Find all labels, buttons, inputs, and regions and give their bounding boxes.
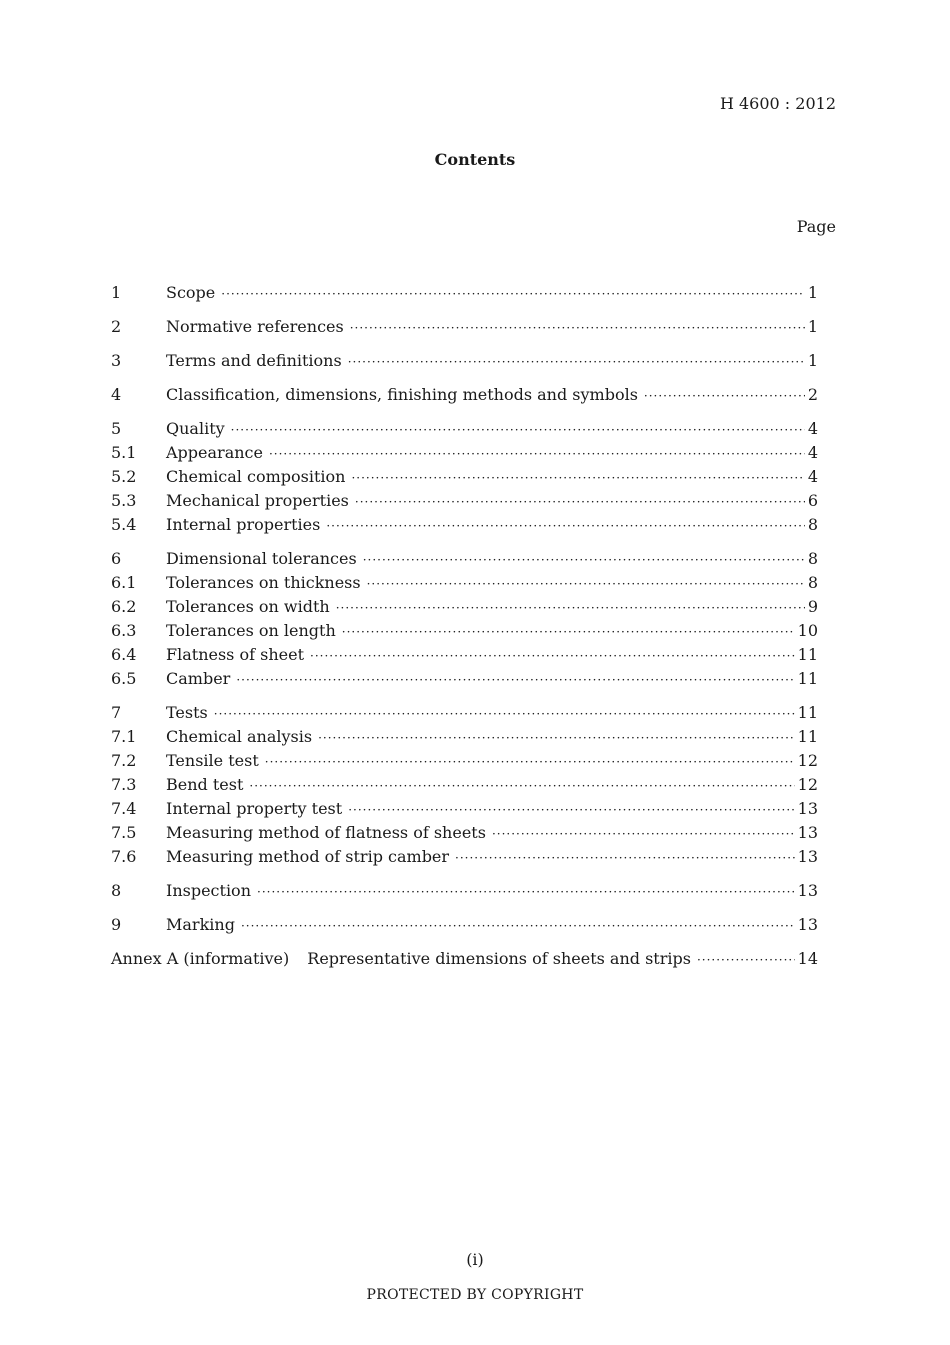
toc-entry-annex[interactable] [111, 947, 818, 971]
toc-entry-number: 9 [111, 915, 122, 934]
annex-label: Annex A (informative) [111, 949, 290, 968]
annex-title: Representative dimensions of sheets and strips [307, 949, 691, 968]
toc-entry-page: 8 [807, 549, 818, 568]
toc-entry[interactable] [111, 441, 818, 465]
dot-leader [351, 466, 804, 490]
toc-entry-number: 5.2 [111, 467, 137, 486]
toc-entry-title: Tolerances on width [166, 597, 330, 616]
dot-leader [249, 774, 794, 798]
toc-entry-page: 2 [807, 385, 818, 404]
toc-entry-title: Terms and definitions [166, 351, 342, 370]
dot-leader [221, 282, 805, 306]
toc-entry-number: 7.1 [111, 727, 137, 746]
toc-entry[interactable] [111, 571, 818, 595]
toc-entry-title: Normative references [166, 317, 344, 336]
toc-entry-title: Inspection [166, 881, 251, 900]
dot-leader [492, 822, 795, 846]
toc-entry-title: Tensile test [166, 751, 259, 770]
toc-entry-page: 11 [797, 645, 818, 664]
toc-entry-number: 2 [111, 317, 122, 336]
dot-leader [310, 644, 795, 668]
toc-entry-number: 7.6 [111, 847, 137, 866]
toc-entry-page: 1 [807, 351, 818, 370]
toc-entry-title: Flatness of sheet [166, 645, 304, 664]
toc-entry-page: 6 [807, 491, 818, 510]
toc-entry-number: 1 [111, 283, 122, 302]
toc-entry-page: 12 [797, 775, 818, 794]
toc-entry[interactable] [111, 513, 818, 537]
toc-entry[interactable] [111, 281, 818, 305]
toc-entry-page: 4 [807, 467, 818, 486]
toc-entry-number: 6.5 [111, 669, 137, 688]
toc-entry-title: Quality [166, 419, 225, 438]
toc-entry[interactable] [111, 349, 818, 373]
toc-entry-page: 11 [797, 669, 818, 688]
dot-leader [455, 846, 795, 870]
toc-entry-number: 6.4 [111, 645, 137, 664]
toc-entry-title: Tests [166, 703, 208, 722]
toc-entry[interactable] [111, 701, 818, 725]
toc-entry-page: 4 [807, 419, 818, 438]
toc-entry-number: 6.3 [111, 621, 137, 640]
toc-entry-title: Measuring method of flatness of sheets [166, 823, 486, 842]
toc-entry-title: Camber [166, 669, 231, 688]
table-of-contents [111, 281, 818, 971]
toc-entry[interactable] [111, 845, 818, 869]
dot-leader [257, 880, 795, 904]
toc-entry-title: Tolerances on thickness [166, 573, 361, 592]
toc-entry-page: 8 [807, 515, 818, 534]
dot-leader [336, 596, 805, 620]
toc-entry[interactable] [111, 619, 818, 643]
toc-entry[interactable] [111, 797, 818, 821]
toc-entry-page: 8 [807, 573, 818, 592]
toc-entry[interactable] [111, 595, 818, 619]
toc-entry-number: 6.1 [111, 573, 137, 592]
dot-leader [326, 514, 804, 538]
toc-entry-number: 5.3 [111, 491, 137, 510]
toc-entry-title: Internal property test [166, 799, 343, 818]
toc-entry-title: Tolerances on length [166, 621, 336, 640]
toc-entry-title: Chemical composition [166, 467, 346, 486]
toc-entry-page: 13 [797, 799, 818, 818]
dot-leader [342, 620, 795, 644]
toc-entry[interactable] [111, 667, 818, 691]
toc-entry-page: 13 [797, 823, 818, 842]
toc-entry-number: 4 [111, 385, 122, 404]
toc-entry-number: 5.1 [111, 443, 137, 462]
toc-entry-number: 7.2 [111, 751, 137, 770]
dot-leader [348, 798, 794, 822]
toc-entry-number: 5 [111, 419, 122, 438]
toc-entry-title: Measuring method of strip camber [166, 847, 450, 866]
toc-entry[interactable] [111, 315, 818, 339]
toc-entry-page: 1 [807, 283, 818, 302]
dot-leader [318, 726, 795, 750]
toc-entry-number: 5.4 [111, 515, 137, 534]
dot-leader [355, 490, 805, 514]
dot-leader [697, 948, 795, 972]
toc-entry-page: 11 [797, 703, 818, 722]
toc-entry-title: Internal properties [166, 515, 321, 534]
toc-entry-title: Classification, dimensions, finishing methods and symbols [166, 385, 638, 404]
toc-entry[interactable] [111, 879, 818, 903]
toc-entry-title: Chemical analysis [166, 727, 313, 746]
copyright-notice: PROTECTED BY COPYRIGHT [366, 1287, 584, 1303]
dot-leader [363, 548, 805, 572]
dot-leader [348, 350, 805, 374]
toc-entry-title: Bend test [166, 775, 244, 794]
toc-entry-number: 3 [111, 351, 122, 370]
dot-leader [269, 442, 805, 466]
toc-entry-number: 8 [111, 881, 122, 900]
dot-leader [367, 572, 805, 596]
dot-leader [236, 668, 794, 692]
toc-entry-number: 7.3 [111, 775, 137, 794]
toc-entry[interactable] [111, 821, 818, 845]
toc-entry[interactable] [111, 725, 818, 749]
toc-entry-number: 6.2 [111, 597, 137, 616]
annex-page: 14 [797, 949, 818, 968]
toc-entry[interactable] [111, 465, 818, 489]
toc-entry-page: 10 [797, 621, 818, 640]
toc-entry[interactable] [111, 417, 818, 441]
toc-entry-page: 13 [797, 881, 818, 900]
toc-entry-page: 13 [797, 847, 818, 866]
page-column-label: Page [796, 217, 836, 236]
footer-page-number: (i) [466, 1250, 484, 1269]
toc-entry[interactable] [111, 383, 818, 407]
toc-entry[interactable] [111, 913, 818, 937]
dot-leader [241, 914, 795, 938]
toc-entry[interactable] [111, 547, 818, 571]
dot-leader [265, 750, 795, 774]
toc-entry-number: 7.4 [111, 799, 137, 818]
dot-leader [350, 316, 805, 340]
toc-entry-page: 12 [797, 751, 818, 770]
toc-entry[interactable] [111, 749, 818, 773]
toc-entry[interactable] [111, 489, 818, 513]
dot-leader [644, 384, 805, 408]
toc-entry-title: Marking [166, 915, 235, 934]
toc-entry-number: 7 [111, 703, 122, 722]
toc-entry-number: 6 [111, 549, 122, 568]
page-title: Contents [434, 150, 516, 169]
toc-entry-title: Scope [166, 283, 216, 302]
toc-entry-page: 9 [807, 597, 818, 616]
toc-entry-page: 4 [807, 443, 818, 462]
standard-id: H 4600 : 2012 [719, 94, 836, 113]
dot-leader [214, 702, 795, 726]
toc-entry-page: 11 [797, 727, 818, 746]
toc-entry-title: Appearance [166, 443, 263, 462]
toc-entry-number: 7.5 [111, 823, 137, 842]
toc-entry[interactable] [111, 643, 818, 667]
toc-entry-page: 13 [797, 915, 818, 934]
dot-leader [231, 418, 805, 442]
toc-entry[interactable] [111, 773, 818, 797]
toc-entry-title: Mechanical properties [166, 491, 349, 510]
toc-entry-page: 1 [807, 317, 818, 336]
toc-entry-title: Dimensional tolerances [166, 549, 357, 568]
